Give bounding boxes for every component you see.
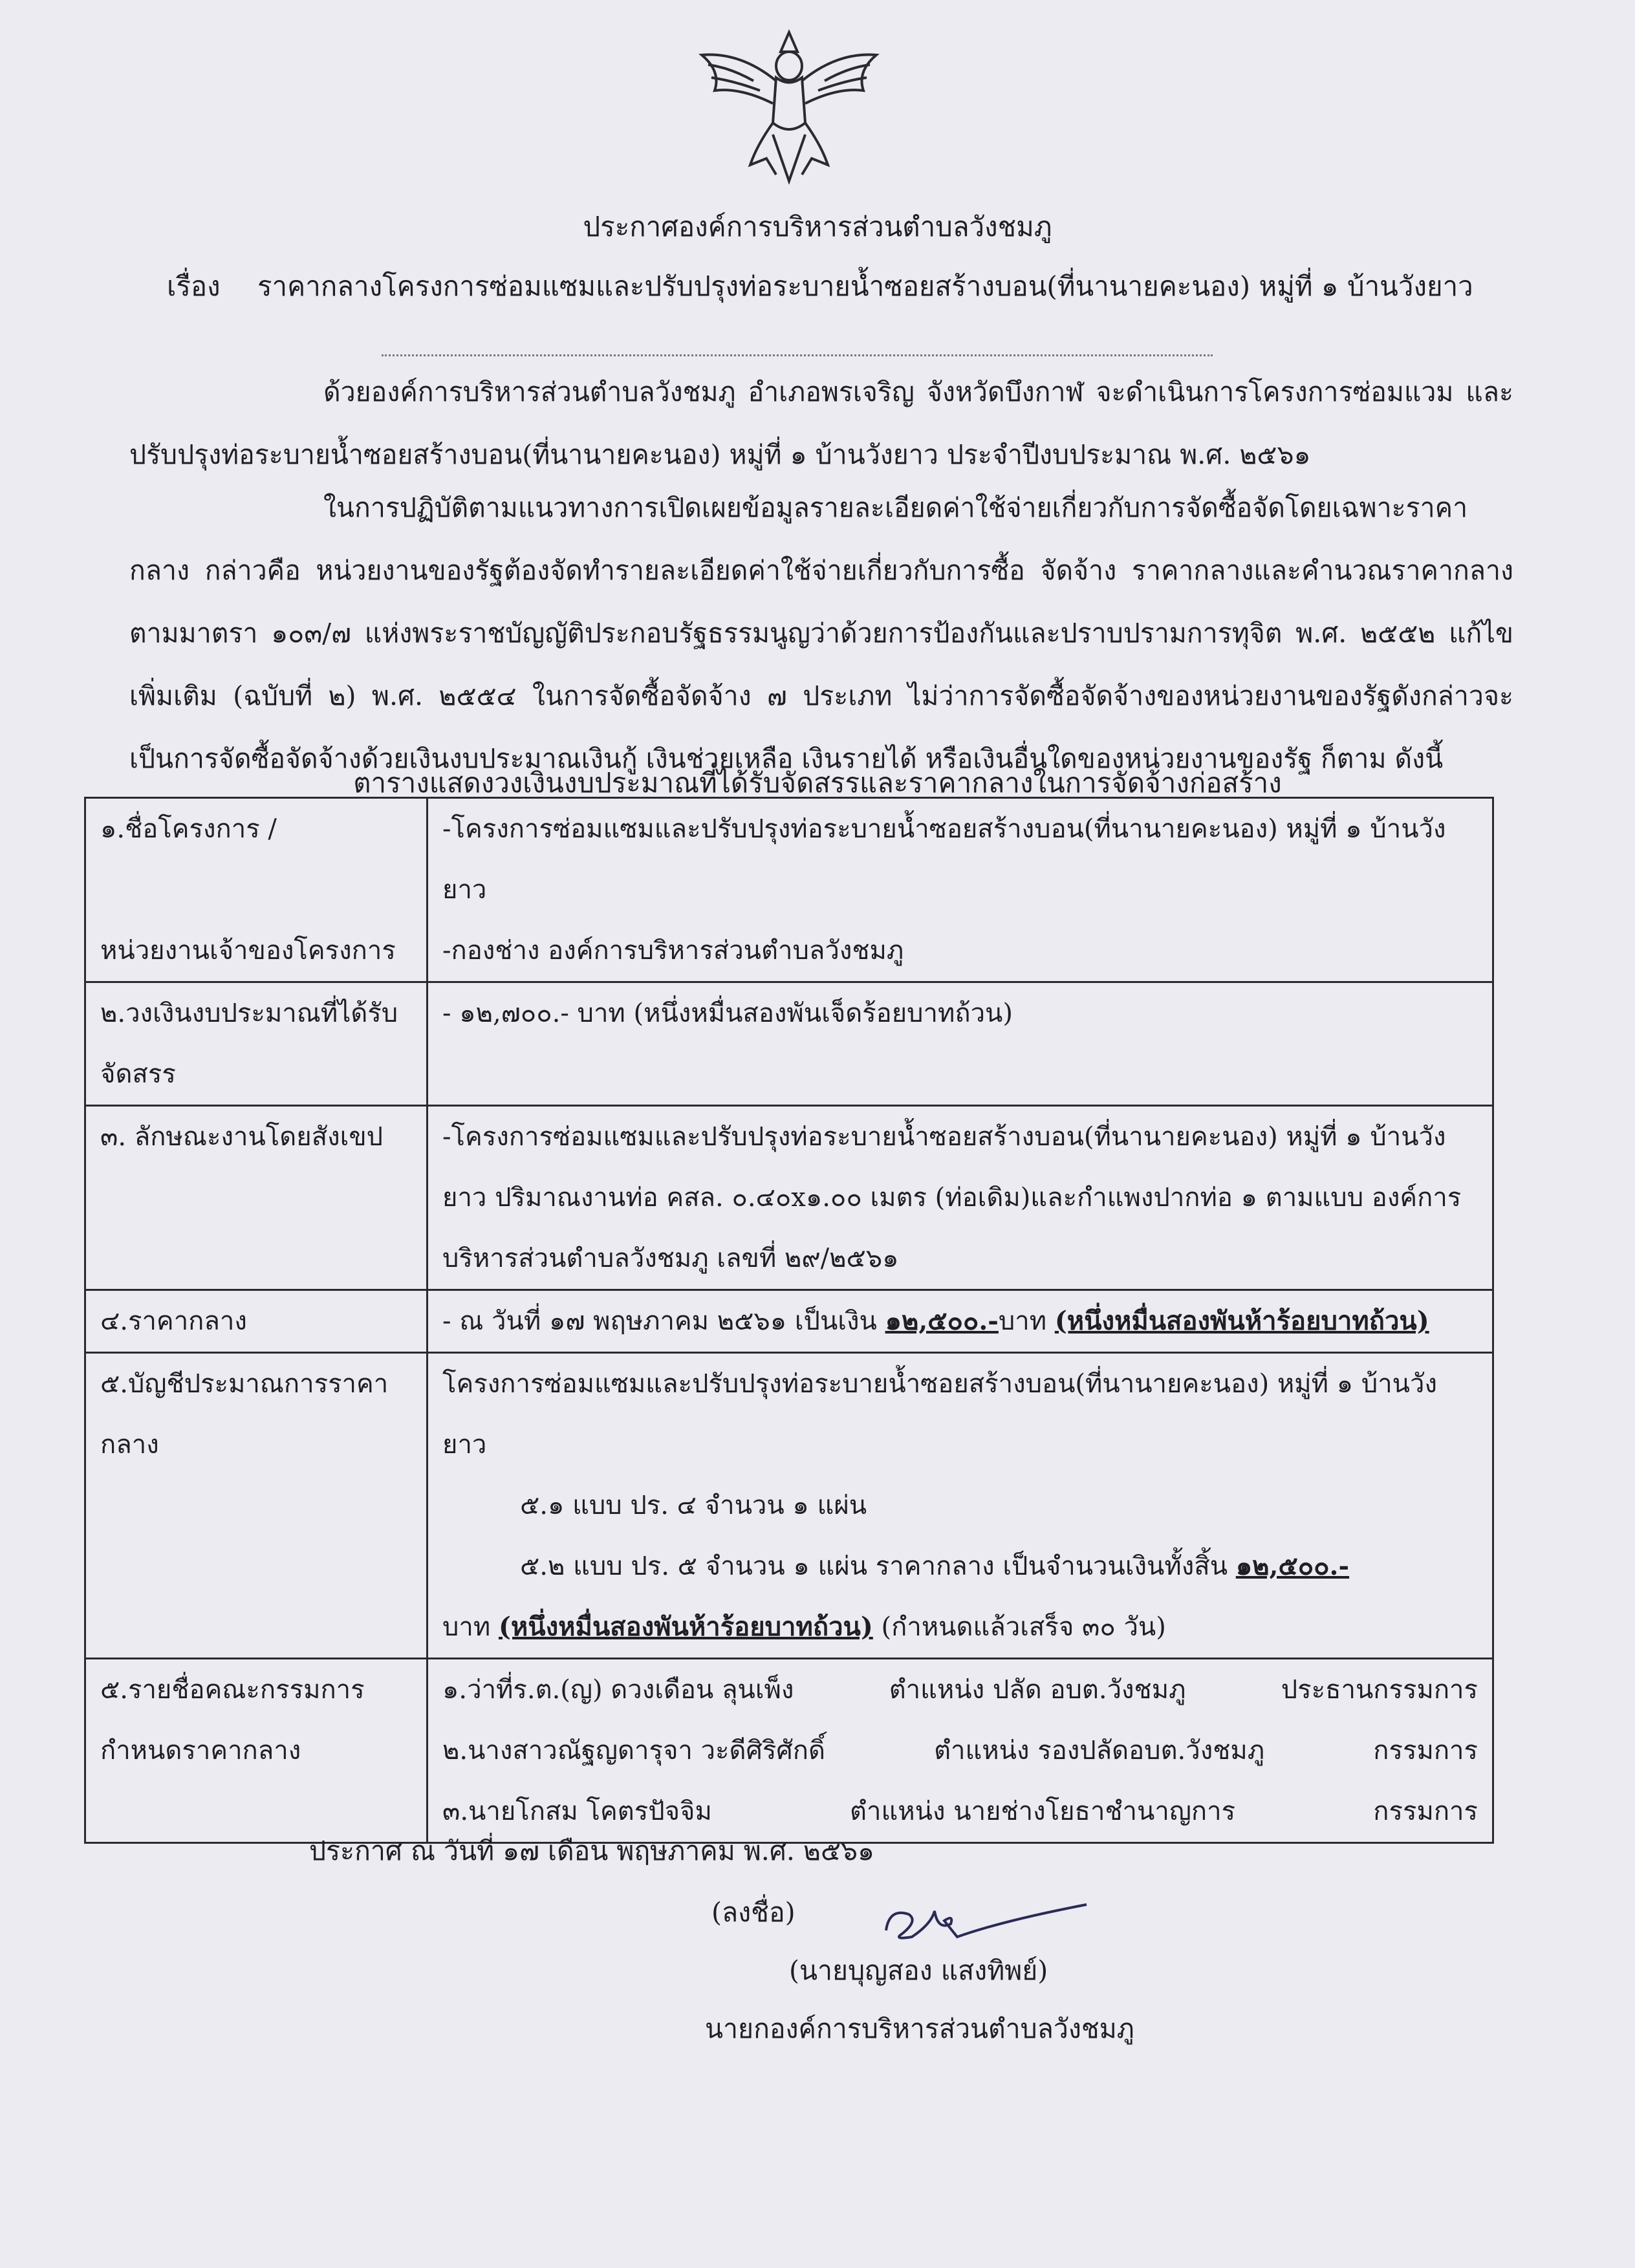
signer-name: (นายบุญสอง แสงทิพย์)	[789, 1955, 1048, 1986]
committee-member	[442, 1659, 1478, 1720]
row1-label-a: ๑.ชื่อโครงการ /	[100, 814, 277, 844]
row5-label: ๕.บัญชีประมาณการราคากลาง	[85, 1353, 428, 1659]
row5-item2-suffix: (กำหนดแล้วเสร็จ ๓๐ วัน)	[881, 1612, 1166, 1642]
table-row	[85, 1353, 1493, 1659]
row5-item2-prefix: ๕.๒ แบบ ปร. ๕ จำนวน ๑ แผ่น ราคากลาง เป็นจำนวนเงินทั้งสิ้น	[520, 1551, 1228, 1581]
row2-label: ๒.วงเงินงบประมาณที่ได้รับจัดสรร	[85, 982, 428, 1106]
row4-value-cell	[428, 1290, 1493, 1353]
row2-value: - ๑๒,๗๐๐.- บาท (หนึ่งหมื่นสองพันเจ็ดร้อยบาทถ้วน)	[428, 982, 1493, 1106]
table-row	[85, 1659, 1493, 1843]
paragraph-legal-text: ในการปฏิบัติตามแนวทางการเปิดเผยข้อมูลรายละเอียดค่าใช้จ่ายเกี่ยวกับการจัดซื้อจัดโดยเฉพาะราคากลาง กล่าวคือ หน่วยงานของรัฐต้องจัดทำรายละเอียดค่าใช้จ่ายเกี่ยวกับการซื้อ จัดจ้าง ราคากลางและคำนวณราคากลางตามมาตรา ๑๐๓/๗ แห่งพระราชบัญญัติประกอบรัฐธรรมนูญว่าด้วยการป้องกันและปราบปรามการทุจิต พ.ศ. ๒๕๕๒ แก้ไขเพิ่มเติม (ฉบับที่ ๒) พ.ศ. ๒๕๕๔ ในการจัดซื้อจัดจ้าง ๗ ประเภท ไม่ว่าการจัดซื้อจัดจ้างของหน่วยงานของรัฐดังกล่าวจะเป็นการจัดซื้อจัดจ้างด้วยเงินงบประมาณเงินกู้ เงินช่วยเหลือ เงินรายได้ หรือเงินอื่นใดของหน่วยงานของรัฐ ก็ตาม ดังนี้	[129, 492, 1513, 774]
paragraph-legal	[129, 477, 1513, 790]
row1-label-cell	[85, 798, 428, 982]
table-row	[85, 798, 1493, 982]
row4-mid: บาท	[998, 1306, 1047, 1336]
paragraph-intro-text: ด้วยองค์การบริหารส่วนตำบลวังชมภู อำเภอพรเจริญ จังหวัดบึงกาฬ จะดำเนินการโครงการซ่อมแวม และปรับปรุงท่อระบายน้ำซอยสร้างบอน(ที่นานายคะนอง) หมู่ที่ ๑ บ้านวังยาว ประจำปีงบประมาณ พ.ศ. ๒๕๖๑	[129, 376, 1513, 470]
committee-role: กรรมการ	[1373, 1736, 1478, 1766]
table-caption: ตารางแสดงวงเงินงบประมาณที่ได้รับจัดสรรและราคากลางในการจัดจ้างก่อสร้าง	[353, 767, 1282, 799]
row3-value: -โครงการซ่อมแซมและปรับปรุงท่อระบายน้ำซอยสร้างบอน(ที่นานายคะนอง) หมู่ที่ ๑ บ้านวังยาว ปริมาณงานท่อ คสล. ๐.๔๐x๑.๐๐ เมตร (ท่อเดิม)และกำแพงปากท่อ ๑ ตามแบบ องค์การบริหารส่วนตำบลวังชมภู เลขที่ ๒๙/๒๕๖๑	[428, 1106, 1493, 1290]
row1-label-b: หน่วยงานเจ้าของโครงการ	[100, 936, 396, 966]
row5-item2-amount: ๑๒,๕๐๐.-	[1235, 1551, 1350, 1581]
sign-label: (ลงชื่อ)	[711, 1897, 796, 1928]
row6-value-cell	[428, 1659, 1493, 1843]
row4-amount: ๑๒,๕๐๐.-	[885, 1306, 999, 1336]
row4-words: (หนึ่งหมื่นสองพันห้าร้อยบาทถ้วน)	[1054, 1306, 1429, 1336]
row1-project: -โครงการซ่อมแซมและปรับปรุงท่อระบายน้ำซอยสร้างบอน(ที่นานายคะนอง) หมู่ที่ ๑ บ้านวังยาว	[442, 814, 1446, 905]
table-row	[85, 1290, 1493, 1353]
row5-item2-line	[442, 1536, 1478, 1597]
garuda-emblem-icon	[695, 26, 883, 184]
row1-owner: -กองช่าง องค์การบริหารส่วนตำบลวังชมภู	[442, 936, 904, 966]
committee-role: กรรมการ	[1373, 1797, 1478, 1826]
row5-item1: ๕.๑ แบบ ปร. ๔ จำนวน ๑ แผ่น	[520, 1491, 867, 1520]
committee-name: ๑.ว่าที่ร.ต.(ญ) ดวงเดือน ลุนเพ็ง	[442, 1675, 794, 1705]
row5-value-cell	[428, 1353, 1493, 1659]
committee-member	[442, 1720, 1478, 1781]
row4-label: ๔.ราคากลาง	[85, 1290, 428, 1353]
committee-position: ตำแหน่ง รองปลัดอบต.วังชมภู	[934, 1736, 1265, 1766]
row4-prefix: - ณ วันที่ ๑๗ พฤษภาคม ๒๕๖๑ เป็นเงิน	[442, 1306, 877, 1336]
row3-label: ๓. ลักษณะงานโดยสังเขป	[85, 1106, 428, 1290]
signer-position: นายกองค์การบริหารส่วนตำบลวังชมภู	[705, 2013, 1134, 2044]
subject-label: เรื่อง	[167, 270, 221, 302]
committee-role: ประธานกรรมการ	[1281, 1675, 1478, 1705]
row5-item2-line2	[442, 1597, 1478, 1658]
row5-item2-unit: บาท	[442, 1612, 491, 1642]
table-row	[85, 982, 1493, 1106]
committee-position: ตำแหน่ง นายช่างโยธาชำนาญการ	[850, 1797, 1236, 1826]
paragraph-intro	[129, 361, 1513, 486]
budget-table	[84, 797, 1494, 1844]
committee-name: ๒.นางสาวณัฐญดารุจา วะดีศิริศักดิ์	[442, 1736, 825, 1766]
table-row	[85, 1106, 1493, 1290]
committee-position: ตำแหน่ง ปลัด อบต.วังชมภู	[889, 1675, 1186, 1705]
separator-line	[382, 354, 1213, 356]
subject-text: ราคากลางโครงการซ่อมแซมและปรับปรุงท่อระบายน้ำซอยสร้างบอน(ที่นานายคะนอง) หมู่ที่ ๑ บ้านวังยาว	[257, 270, 1473, 302]
row1-value-cell	[428, 798, 1493, 982]
committee-name: ๓.นายโกสม โคตรปัจจิม	[442, 1797, 712, 1826]
announcement-title: ประกาศองค์การบริหารส่วนตำบลวังชมภู	[583, 211, 1052, 243]
row5-project: โครงการซ่อมแซมและปรับปรุงท่อระบายน้ำซอยสร้างบอน(ที่นานายคะนอง) หมู่ที่ ๑ บ้านวังยาว	[442, 1369, 1438, 1460]
announce-date: ประกาศ ณ วันที่ ๑๗ เดือน พฤษภาคม พ.ศ. ๒๕๖๑	[309, 1835, 875, 1866]
row5-item2-words: (หนึ่งหมื่นสองพันห้าร้อยบาทถ้วน)	[498, 1612, 873, 1642]
row6-label: ๕.รายชื่อคณะกรรมการกำหนดราคากลาง	[85, 1659, 428, 1843]
